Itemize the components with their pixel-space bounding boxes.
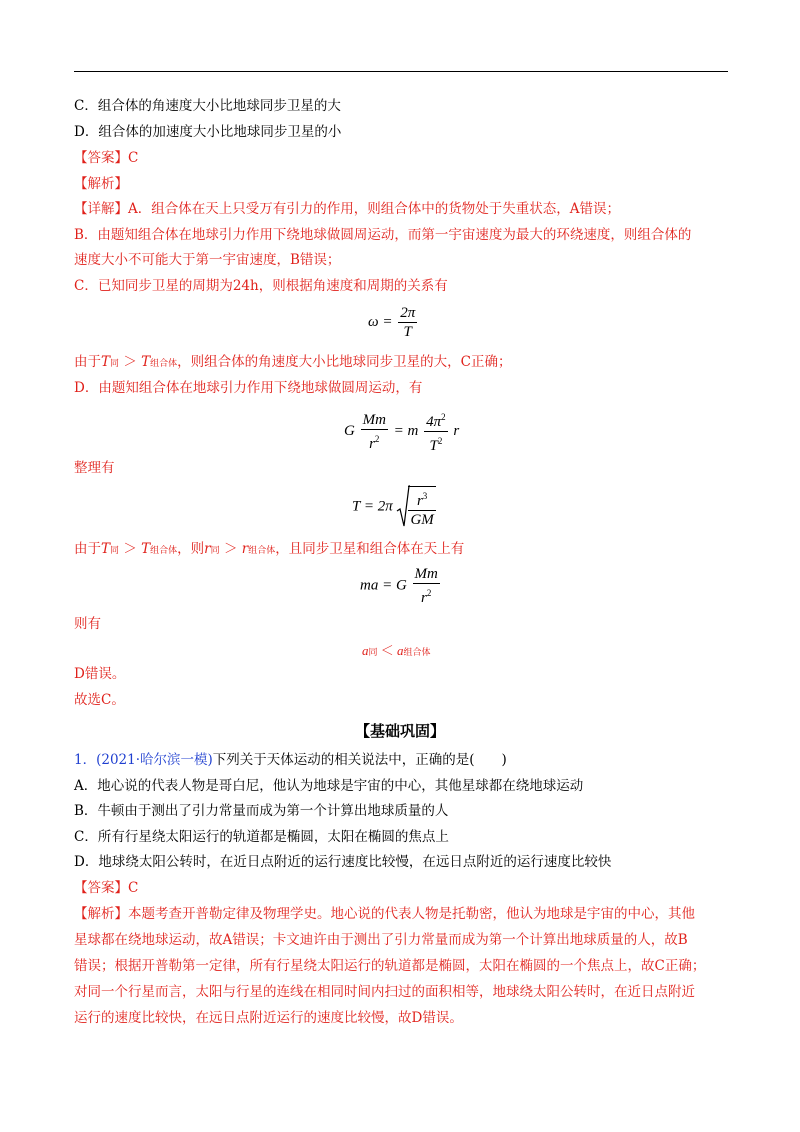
- detail-b-line2: 速度大小不可能大于第一宇宙速度，B错误；: [74, 252, 341, 268]
- exponent: 2: [374, 433, 380, 444]
- formula-eq: = m: [393, 422, 419, 439]
- symbol-r: r: [241, 541, 249, 557]
- q1-analysis-line: 【解析】本题考查开普勒定律及物理学史。地心说的代表人物是托勒密，他认为地球是宇宙的中心，其他: [74, 906, 695, 922]
- subscript: 同: [210, 546, 220, 556]
- option-d: D．组合体的加速度大小比地球同步卫星的小: [74, 124, 342, 140]
- question-source: (2021·哈尔滨一模): [96, 752, 213, 768]
- section-title: 【基础巩固】: [354, 722, 445, 740]
- formula-den: r: [369, 435, 375, 452]
- exponent: 2: [441, 412, 446, 422]
- then-label: 则有: [74, 616, 101, 632]
- detail-c: C．已知同步卫星的周期为24h，则根据角速度和周期的关系有: [74, 278, 448, 294]
- answer: 【答案】C: [74, 150, 139, 166]
- symbol-r: r: [204, 541, 211, 557]
- detail-a: 【详解】A．组合体在天上只受万有引力的作用，则组合体中的货物处于失重状态，A错误；: [74, 201, 620, 217]
- sqrt-sign: [396, 485, 437, 529]
- subscript: 同: [368, 647, 378, 657]
- subscript: 组合体: [403, 647, 431, 657]
- text-pre: 由于: [74, 541, 101, 557]
- symbol-t: T: [101, 354, 111, 370]
- symbol-t: T: [141, 354, 151, 370]
- gt-sign: ＞: [123, 541, 137, 557]
- subscript: 组合体: [150, 359, 178, 369]
- formula-omega-den: T: [403, 324, 412, 340]
- text-post: ，则组合体的角速度大小比地球同步卫星的大，C正确；: [177, 354, 512, 370]
- formula-acceleration: [360, 565, 442, 607]
- formula-den: GM: [410, 511, 434, 528]
- formula-num: Mm: [414, 566, 438, 582]
- option-c: C．组合体的角速度大小比地球同步卫星的大: [74, 98, 341, 114]
- formula-den: r: [421, 590, 427, 606]
- formula-omega-num: 2π: [400, 305, 416, 321]
- formula-num: Mm: [362, 411, 386, 428]
- subscript: 组合体: [248, 546, 276, 556]
- symbol-a: a: [397, 643, 404, 658]
- formula-compare: [362, 640, 431, 659]
- question-stem: 下列关于天体运动的相关说法中，正确的是( ): [212, 752, 507, 768]
- question-number: 1．: [74, 752, 97, 768]
- lt-sign: ＜: [380, 643, 394, 658]
- q1-option-a: A．地心说的代表人物是哥白尼，他认为地球是宇宙的中心，其他星球都在绕地球运动: [74, 778, 584, 794]
- symbol-t: T: [141, 541, 151, 557]
- exponent: 2: [437, 436, 443, 446]
- formula-lhs: ma = G: [360, 577, 407, 594]
- formula-num: 4π: [426, 414, 442, 430]
- choose-c: 故选C。: [74, 692, 125, 708]
- gt-sign: ＞: [123, 354, 137, 370]
- q1-option-c: C．所有行星绕太阳运行的轨道都是椭圆，太阳在椭圆的焦点上: [74, 829, 449, 845]
- subscript: 同: [110, 546, 120, 556]
- gt-sign: ＞: [223, 541, 238, 557]
- formula-period: [352, 485, 438, 529]
- detail-b-line1: B．由题知组合体在地球引力作用下绕地球做圆周运动，而第一宇宙速度为最大的环绕速度，则组合体的: [74, 227, 692, 243]
- analysis-heading: 【解析】: [74, 176, 128, 192]
- q1-analysis-line: 运行的速度比较快，在远日点附近运行的速度比较慢，故D错误。: [74, 1010, 463, 1026]
- q1-analysis-line: 星球都在绕地球运动，故A错误；卡文迪许由于测出了引力常量而成为第一个计算出地球质量的人，故B: [74, 932, 688, 948]
- q1-option-d: D．地球绕太阳公转时，在近日点附近的运行速度比较慢，在远日点附近的运行速度比较快: [74, 854, 612, 870]
- detail-d-conclusion: [74, 539, 464, 561]
- formula-omega-lhs: ω =: [368, 313, 393, 330]
- q1-analysis-line: 对同一个行星而言，太阳与行星的连线在相同时间内扫过的面积相等，地球绕太阳公转时，在近日点附近: [74, 984, 695, 1000]
- q1-answer: 【答案】C: [74, 880, 139, 896]
- text-pre: 由于: [74, 354, 101, 370]
- exponent: 2: [426, 588, 432, 598]
- symbol-t: T: [101, 541, 111, 557]
- d-wrong: D错误。: [74, 666, 126, 682]
- question-1: [74, 750, 507, 770]
- formula-den: T: [429, 438, 438, 454]
- q1-option-b: B．牛顿由于测出了引力常量而成为第一个计算出地球质量的人: [74, 803, 449, 819]
- q1-analysis-line: 错误；根据开普勒第一定律，所有行星绕太阳运行的轨道都是椭圆，太阳在椭圆的一个焦点上，故C正确；: [74, 958, 706, 974]
- formula-g: G: [344, 422, 355, 439]
- detail-d: D．由题知组合体在地球引力作用下绕地球做圆周运动，有: [74, 380, 423, 396]
- formula-gravity: [344, 408, 459, 455]
- subscript: 同: [110, 359, 120, 369]
- formula-omega: [368, 304, 419, 341]
- formula-num: r: [416, 492, 423, 509]
- formula-r: r: [453, 422, 460, 439]
- rearrange-label: 整理有: [74, 460, 115, 476]
- symbol-a: a: [362, 643, 369, 658]
- formula-period-lhs: T = 2π: [352, 498, 393, 515]
- text-post: ，且同步卫星和组合体在天上有: [275, 541, 465, 557]
- header-rule: [74, 71, 728, 72]
- subscript: 组合体: [150, 546, 178, 556]
- detail-c-conclusion: [74, 352, 512, 374]
- text-mid: ，则: [177, 541, 205, 557]
- exponent: 3: [422, 490, 428, 501]
